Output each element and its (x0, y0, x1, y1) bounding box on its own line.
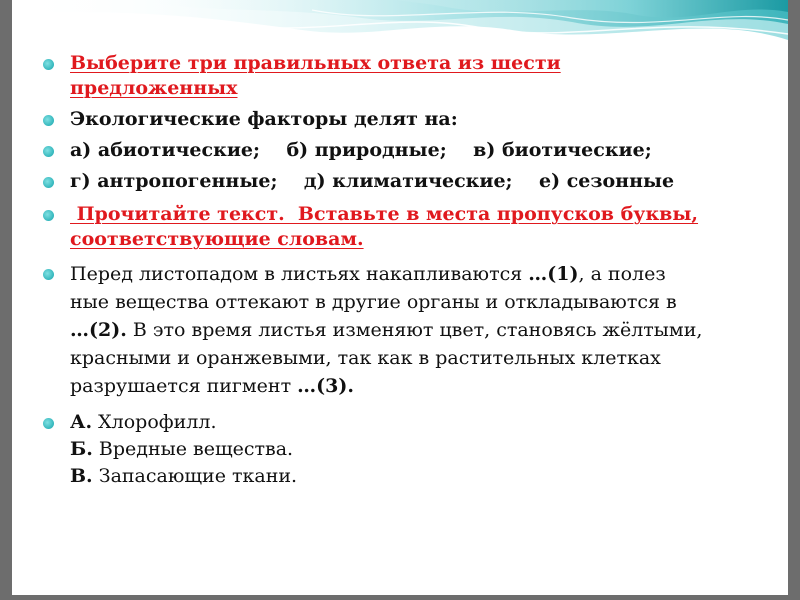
answer-option-c (70, 463, 770, 490)
passage-line-4: красными и оранжевыми, так как в растительных клетках (70, 347, 661, 369)
task-instruction-2 (40, 202, 770, 252)
slide-content (40, 51, 770, 490)
task-instruction-1 (40, 51, 770, 101)
slide (12, 0, 788, 595)
blank-1: …(1) (528, 263, 579, 285)
task-instruction-2-line2: соответствующие словам. (70, 228, 364, 250)
passage-line-1-start: Перед листопадом в листьях накапливаются (70, 263, 529, 285)
question-text: Экологические факторы делят на: (40, 107, 770, 132)
answer-option-b (70, 436, 770, 463)
task-instruction-2-line1: Прочитайте текст. Вставьте в места пропусков буквы, (70, 203, 699, 225)
options-row-2-text: г) антропогенные; д) климатические; е) сезонные (70, 170, 675, 192)
passage-line-1-end: , а полез (578, 263, 666, 285)
task-instruction-1-line1: Выберите три правильных ответа из шести (70, 52, 561, 74)
passage-line-3-end: В это время листья изменяют цвет, становясь жёлтыми, (126, 319, 703, 341)
passage-line-1 (70, 260, 770, 288)
passage-line-3 (70, 316, 770, 344)
passage-line-5-start: разрушается пигмент (70, 375, 298, 397)
blank-3: …(3). (297, 375, 354, 397)
blank-2: …(2). (70, 319, 127, 341)
answer-letter-c: В. (70, 465, 93, 487)
answer-letter-a: А. (70, 411, 93, 433)
answer-option-a (70, 409, 770, 436)
answer-letter-b: Б. (70, 438, 93, 460)
passage-line-2: ные вещества оттекают в другие органы и откладываются в (70, 291, 677, 313)
options-row-2 (40, 169, 770, 194)
answer-text-c: Запасающие ткани. (92, 465, 298, 487)
passage (40, 260, 770, 400)
answer-text-a: Хлорофилл. (92, 411, 217, 433)
passage-line-5 (70, 372, 770, 400)
task-instruction-1-line2: предложенных (70, 77, 238, 99)
options-row-1 (40, 138, 770, 163)
answer-text-b: Вредные вещества. (92, 438, 294, 460)
answer-options (40, 409, 770, 490)
options-row-1-text: а) абиотические; б) природные; в) биотические; (70, 139, 652, 161)
